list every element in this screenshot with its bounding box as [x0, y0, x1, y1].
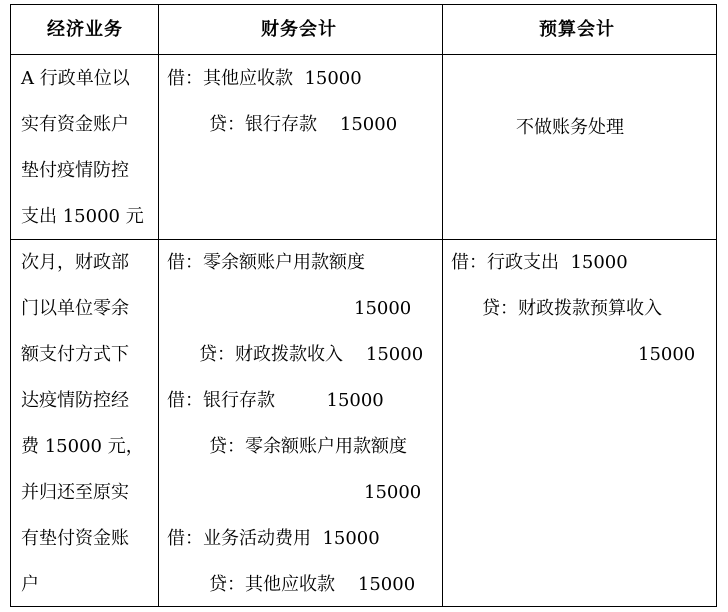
row1-budget-text: 不做账务处理 [516, 117, 624, 138]
row1-business-line: 垫付疫情防控 [21, 160, 129, 181]
row1-business-line: 支出 15000 元 [21, 206, 144, 227]
row2-financial-line: 借：银行存款 15000 [167, 390, 384, 411]
row-divider [11, 54, 716, 55]
row2-business-line: 次月，财政部 [21, 252, 129, 273]
row2-financial-line: 贷：零余额账户用款额度 [209, 436, 407, 457]
row2-business-line: 费 15000 元， [21, 436, 144, 457]
row2-financial-line: 15000 [364, 482, 422, 503]
row2-business-line: 并归还至原实 [21, 482, 129, 503]
column-divider [442, 5, 443, 606]
row2-business-line: 有垫付资金账 [21, 528, 129, 549]
row2-budget-line: 贷：财政拨款预算收入 [482, 298, 662, 319]
row-divider [11, 239, 716, 240]
row2-budget-line: 15000 [638, 344, 696, 365]
row2-business-line: 户 [21, 574, 39, 595]
row1-financial-debit: 借：其他应收款 15000 [167, 68, 362, 89]
row2-business-line: 额支付方式下 [21, 344, 129, 365]
row2-financial-line: 借：零余额账户用款额度 [167, 252, 365, 273]
row2-financial-line: 15000 [354, 298, 412, 319]
row1-financial-credit: 贷：银行存款 15000 [209, 114, 398, 135]
row2-financial-line: 借：业务活动费用 15000 [167, 528, 380, 549]
row2-business-line: 门以单位零余 [21, 298, 129, 319]
row2-budget-line: 借：行政支出 15000 [451, 252, 628, 273]
row1-business-line: 实有资金账户 [21, 114, 129, 135]
accounting-table [10, 4, 717, 607]
header-budget-accounting: 预算会计 [539, 19, 615, 40]
row2-financial-line: 贷：财政拨款收入 15000 [199, 344, 424, 365]
header-business: 经济业务 [47, 19, 123, 40]
column-divider [158, 5, 159, 606]
row2-business-line: 达疫情防控经 [21, 390, 129, 411]
row1-business-line: A 行政单位以 [21, 68, 130, 89]
row2-financial-line: 贷：其他应收款 15000 [209, 574, 416, 595]
header-financial-accounting: 财务会计 [261, 19, 337, 40]
